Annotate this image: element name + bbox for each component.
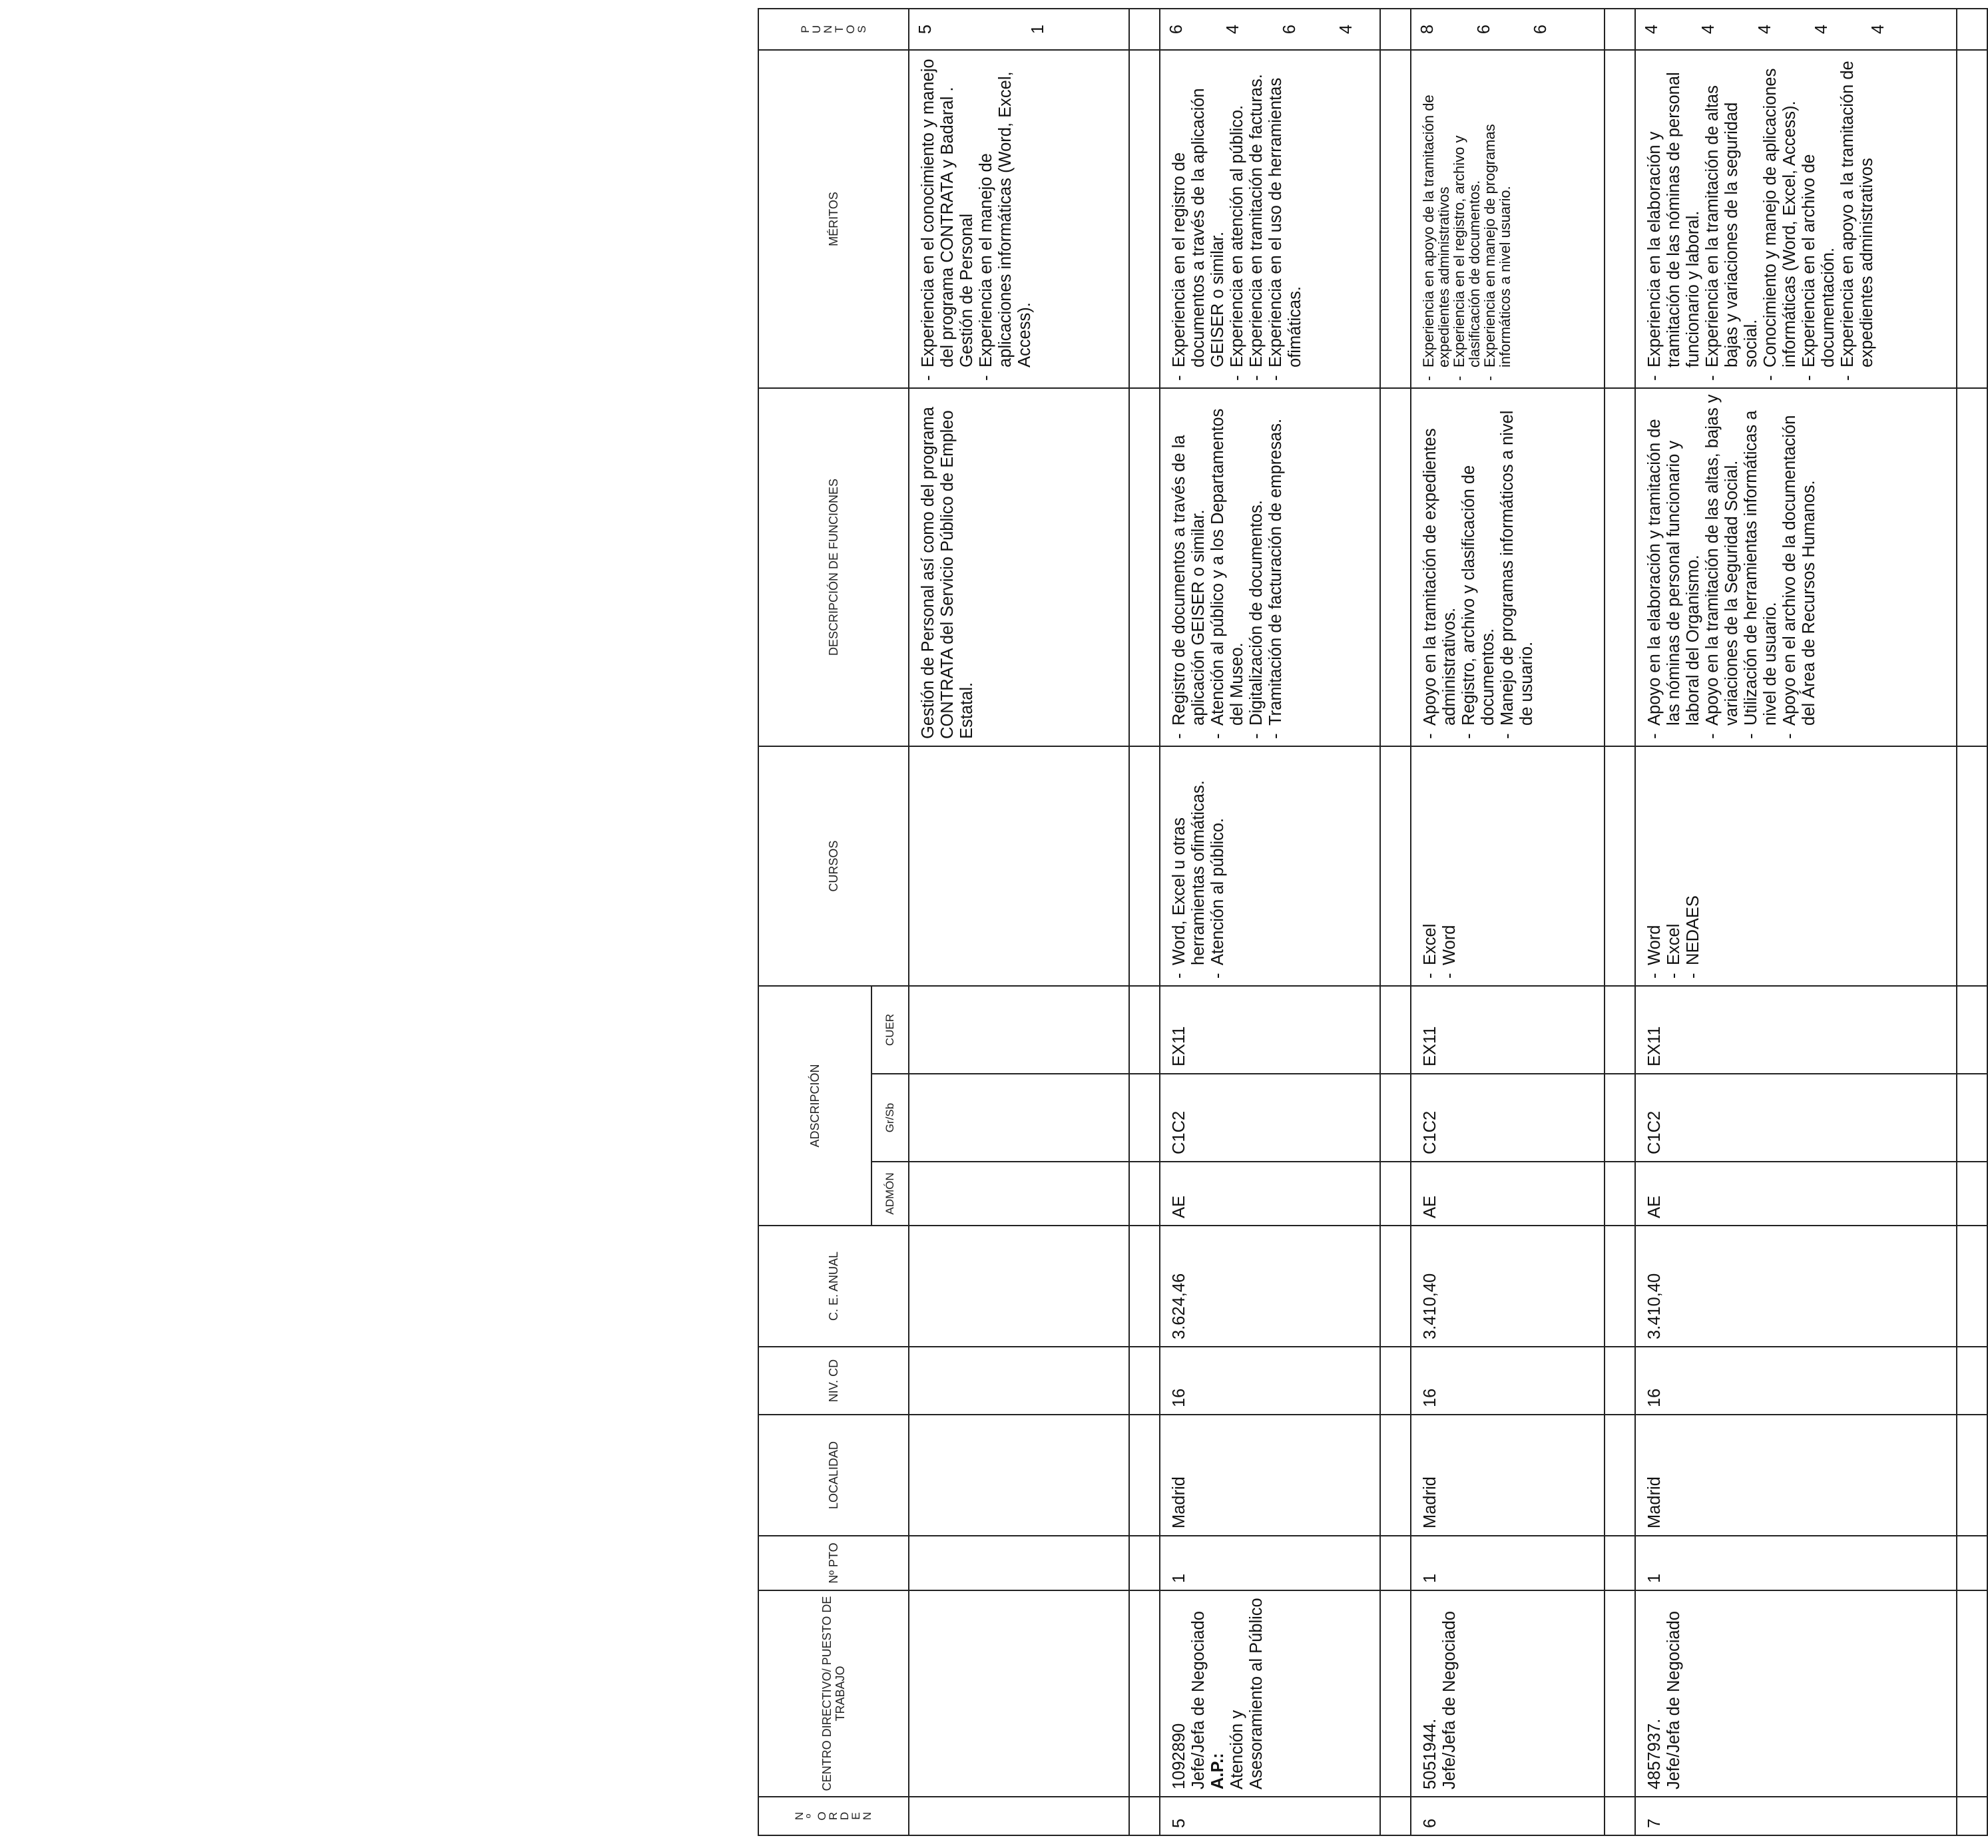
cell-cursos — [1160, 746, 1380, 986]
header-localidad: LOCALIDAD — [758, 1415, 909, 1536]
header-nivcd: NIV. CD — [758, 1347, 909, 1415]
position-code: 5051944. — [1421, 1718, 1439, 1789]
list-item: - Apoyo en la tramitación de las altas, bajas y variaciones de la Seguridad Social. — [1703, 394, 1742, 739]
row-separator — [1129, 9, 1160, 1835]
header-cursos: CURSOS — [758, 746, 909, 986]
points-value: 4 — [1224, 24, 1242, 35]
header-funciones: DESCRIPCIÓN DE FUNCIONES — [758, 388, 909, 746]
points-value: 4 — [1869, 24, 1887, 35]
list-item: - Experiencia en el conocimiento y manejo del programa CONTRATA y Badaral . Gestión de Personal — [919, 56, 977, 381]
points-value: 6 — [1475, 24, 1493, 35]
list-item: - Utilización de herramientas informáticas a nivel de usuario. — [1742, 394, 1780, 739]
cell-nivcd: 16 — [1160, 1347, 1380, 1415]
points-value: 4 — [1642, 24, 1661, 35]
list-item: - Experiencia en apoyo de la tramitación de expedientes administrativos — [1421, 56, 1451, 381]
position-code: 1092890 — [1170, 1723, 1188, 1789]
points-value: 8 — [1418, 24, 1437, 35]
list-item: - Experiencia en tramitación de facturas. — [1247, 56, 1266, 381]
cell-cuer: EX11 — [1635, 986, 1957, 1074]
list-item: - Experiencia en la tramitación de altas bajas y variaciones de la seguridad social. — [1703, 56, 1761, 381]
list-item: - Apoyo en la tramitación de expedientes administrativos. — [1421, 394, 1459, 739]
position-code: 4857937. — [1645, 1718, 1664, 1789]
cell-funciones — [1635, 388, 1957, 746]
cell-nivcd: 16 — [1411, 1347, 1605, 1415]
continuation-meritos — [909, 50, 1129, 388]
points-value: 6 — [1167, 24, 1186, 35]
table-row — [1635, 9, 1957, 1835]
row-separator — [1605, 9, 1635, 1835]
list-item: - Experiencia en manejo de programas informáticos a nivel usuario. — [1482, 56, 1513, 381]
header-centro: CENTRO DIRECTIVO/ PUESTO DE TRABAJO — [758, 1590, 909, 1797]
cell-ce: 3.410,40 — [1411, 1226, 1605, 1347]
cell-ce: 3.410,40 — [1635, 1226, 1957, 1347]
cell-localidad: Madrid — [1635, 1415, 1957, 1536]
cell-npto: 1 — [1635, 1536, 1957, 1590]
points-value: 5 — [916, 24, 935, 35]
header-meritos: MÉRITOS — [758, 50, 909, 388]
position-title: Jefe/Jefa de Negociado — [1189, 1611, 1208, 1789]
list-item: - Experiencia en el registro de documentos a través de la aplicación GEISER o similar. — [1170, 56, 1228, 381]
list-item: - Experiencia en el manejo de aplicaciones informáticas (Word, Excel, Access). — [977, 56, 1035, 381]
row-separator — [1380, 9, 1411, 1835]
job-positions-table — [758, 8, 1988, 1836]
list-item: - Digitalización de documentos. — [1247, 394, 1266, 739]
points-value: 4 — [1699, 24, 1718, 35]
header-row — [758, 9, 871, 1835]
header-orden: Nº ORDEN — [758, 1797, 909, 1835]
cell-orden: 6 — [1411, 1797, 1605, 1835]
list-item: - Experiencia en el registro, archivo y clasificación de documentos. — [1451, 56, 1482, 381]
list-item: - Word — [1645, 752, 1664, 979]
cell-npto: 1 — [1160, 1536, 1380, 1590]
table-row — [1411, 9, 1605, 1835]
points-value: 4 — [1337, 24, 1356, 35]
continuation-row — [909, 9, 1129, 1835]
list-item: - Experiencia en el archivo de documentación. — [1800, 56, 1838, 381]
cell-admon: AE — [1411, 1162, 1605, 1226]
list-item: - Manejo de programas informáticos a nivel de usuario. — [1498, 394, 1537, 739]
cell-grsb: C1C2 — [1635, 1074, 1957, 1162]
list-item: - Atención al público. — [1208, 752, 1228, 979]
cell-funciones — [1160, 388, 1380, 746]
header-adscripcion: ADSCRIPCIÓN — [758, 986, 871, 1226]
header-npto: Nº PTO — [758, 1536, 909, 1590]
list-item: - Registro de documentos a través de la aplicación GEISER o similar. — [1170, 394, 1208, 739]
header-grsb: Gr/Sb — [871, 1074, 909, 1162]
cell-meritos — [1411, 50, 1605, 388]
list-item: - Word, Excel u otras herramientas ofimáticas. — [1170, 752, 1208, 979]
position-title: Jefe/Jefa de Negociado — [1664, 1611, 1683, 1789]
list-item: - Experiencia en apoyo a la tramitación de expedientes administrativos — [1838, 56, 1877, 381]
position-title: Jefe/Jefa de Negociado — [1440, 1611, 1459, 1789]
list-item: - Atención al público y a los Departamentos del Museo. — [1208, 394, 1247, 739]
list-item: - Apoyo en la elaboración y tramitación de las nóminas de personal funcionario y laboral del Organismo. — [1645, 394, 1703, 739]
cell-cuer: EX11 — [1411, 986, 1605, 1074]
points-value: 4 — [1756, 24, 1774, 35]
list-item: - Registro, archivo y clasificación de documentos. — [1459, 394, 1498, 739]
cell-cuer: EX11 — [1160, 986, 1380, 1074]
points-value: 6 — [1280, 24, 1299, 35]
ap-text: Atención y Asesoramiento al Público — [1228, 1598, 1266, 1789]
cell-meritos — [1635, 50, 1957, 388]
list-item: - Excel — [1664, 752, 1684, 979]
continuation-puntos — [909, 9, 1129, 50]
cell-localidad: Madrid — [1160, 1415, 1380, 1536]
header-puntos: PUNTOS — [758, 9, 909, 50]
cell-localidad: Madrid — [1411, 1415, 1605, 1536]
cell-puntos — [1635, 9, 1957, 50]
cell-grsb: C1C2 — [1160, 1074, 1380, 1162]
cell-grsb: C1C2 — [1411, 1074, 1605, 1162]
cell-cursos — [1635, 746, 1957, 986]
cell-puntos — [1411, 9, 1605, 50]
cell-funciones — [1411, 388, 1605, 746]
list-item: - Conocimiento y manejo de aplicaciones informáticas (Word, Excel, Access). — [1761, 56, 1800, 381]
cell-centro — [1635, 1590, 1957, 1797]
cell-centro — [1160, 1590, 1380, 1797]
row-separator — [1957, 9, 1987, 1835]
list-item: - Experiencia en el uso de herramientas ofimáticas. — [1266, 56, 1305, 381]
points-value: 4 — [1812, 24, 1831, 35]
cell-admon: AE — [1160, 1162, 1380, 1226]
list-item: - Word — [1440, 752, 1459, 979]
header-cuer: CUER — [871, 986, 909, 1074]
cell-nivcd: 16 — [1635, 1347, 1957, 1415]
cell-admon: AE — [1635, 1162, 1957, 1226]
cell-centro — [1411, 1590, 1605, 1797]
table-row — [1160, 9, 1380, 1835]
points-value: 6 — [1531, 24, 1550, 35]
continuation-funciones: Gestión de Personal así como del programa CONTRATA del Servicio Público de Empleo Estatal. — [909, 388, 1129, 746]
cell-orden: 7 — [1635, 1797, 1957, 1835]
cell-ce: 3.624,46 — [1160, 1226, 1380, 1347]
list-item: - Excel — [1421, 752, 1440, 979]
cell-npto: 1 — [1411, 1536, 1605, 1590]
list-item: - Apoyo en el archivo de la documentación del Área de Recursos Humanos. — [1780, 394, 1819, 739]
ap-label: A.P.: — [1208, 1753, 1227, 1789]
list-item: - NEDAES — [1684, 752, 1703, 979]
list-item: - Experiencia en atención al público. — [1228, 56, 1247, 381]
points-value: 1 — [1029, 24, 1047, 35]
header-ce-anual: C. E. ANUAL — [758, 1226, 909, 1347]
header-admon: ADMÓN — [871, 1162, 909, 1226]
cell-puntos — [1160, 9, 1380, 50]
list-item: - Tramitación de facturación de empresas. — [1266, 394, 1286, 739]
list-item: - Experiencia en la elaboración y tramitación de las nóminas de personal funcionario y laboral. — [1645, 56, 1703, 381]
cell-meritos — [1160, 50, 1380, 388]
cell-orden: 5 — [1160, 1797, 1380, 1835]
cell-cursos — [1411, 746, 1605, 986]
